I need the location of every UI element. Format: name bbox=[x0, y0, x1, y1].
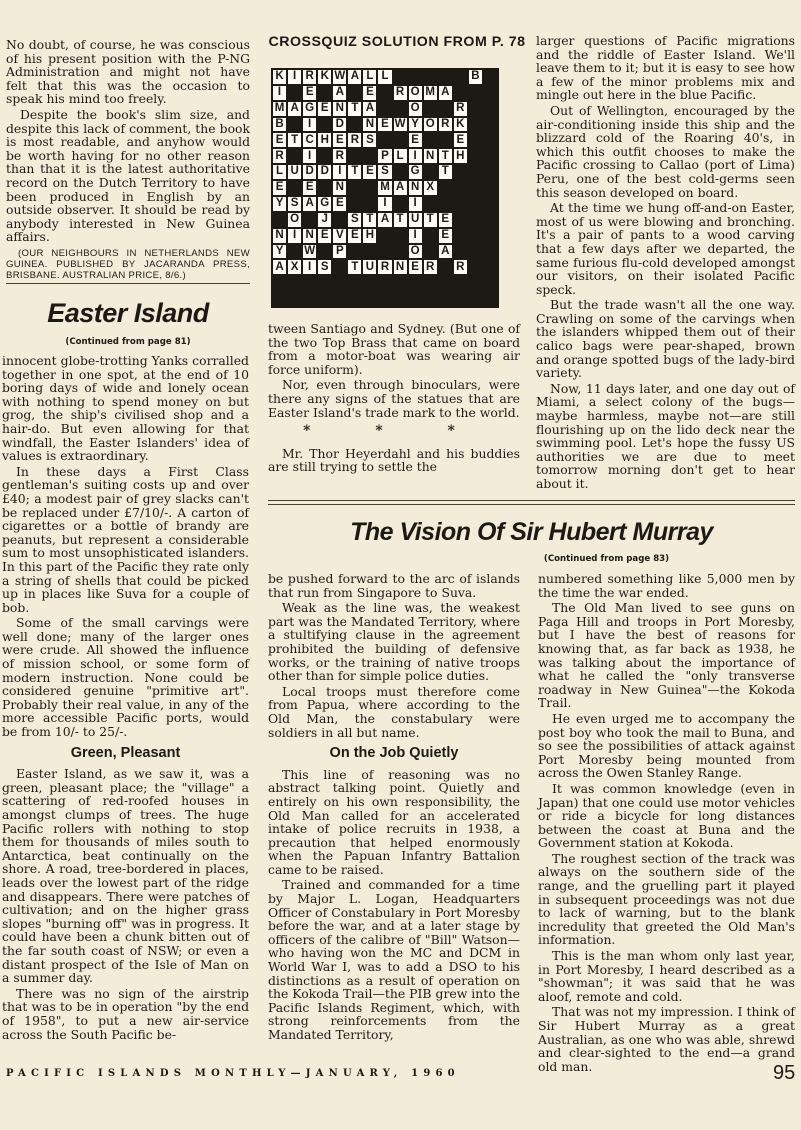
grid-cell: E bbox=[438, 228, 453, 244]
grid-cell-black bbox=[468, 275, 483, 291]
paragraph: be pushed forward to the arc of islands that run from Singapore to Suva. bbox=[268, 571, 520, 600]
paragraph: But the trade wasn't all the one way. Crawling on some of the carvings when the islanders whipped them out of their calico bags were pear-shaped, brown and orange spotted bugs of the lady-bird variety. bbox=[536, 297, 795, 381]
grid-cell-black bbox=[408, 291, 423, 307]
paragraph: Local troops must therefore come from Papua, where according to the Old Man, the constabulary were soldiers in all but name. bbox=[268, 683, 520, 740]
grid-cell-black bbox=[377, 85, 392, 101]
paragraph: In these days a First Class gentleman's suiting costs up and over £40; a modest pair of grey slacks can't be replaced under £7/10/-. A carton of cigarettes or a bottle of brandy are peanuts, but represent a considerable sum to most unsophisticated islanders. In this part of the Pacific they rate only a string of shells that could be picked up in places like Suva for a couple of bob. bbox=[2, 463, 249, 615]
grid-cell: N bbox=[393, 259, 408, 275]
grid-cell: R bbox=[438, 117, 453, 133]
paragraph: tween Santiago and Sydney. (But one of the two Top Brass that came on board from a motor-boat was wearing air force uniform). bbox=[268, 321, 520, 377]
grid-cell: A bbox=[272, 259, 287, 275]
grid-cell: P bbox=[377, 148, 392, 164]
paragraph: It was common knowledge (even in Japan) that one could use motor vehicles or ride a bicycle for long distances between the coast at Buna and the Government station at Kokoda. bbox=[538, 780, 795, 851]
grid-cell: A bbox=[332, 85, 347, 101]
grid-cell-black bbox=[423, 101, 438, 117]
grid-cell-black bbox=[317, 117, 332, 133]
grid-cell: I bbox=[408, 228, 423, 244]
paragraph: He even urged me to accompany the post boy who took the mail to Buna, and so see the possibilities of attack against Port Moresby being mounted from across the Owen Stanley Range. bbox=[538, 710, 795, 781]
grid-cell: W bbox=[393, 117, 408, 133]
grid-cell-black bbox=[423, 164, 438, 180]
grid-cell: J bbox=[317, 212, 332, 228]
grid-cell-black bbox=[453, 85, 468, 101]
grid-cell: I bbox=[408, 196, 423, 212]
grid-cell-black bbox=[377, 291, 392, 307]
grid-cell-black bbox=[377, 275, 392, 291]
grid-cell: I bbox=[272, 85, 287, 101]
grid-cell: R bbox=[453, 259, 468, 275]
grid-cell-black bbox=[483, 259, 498, 275]
grid-cell-black bbox=[393, 228, 408, 244]
grid-cell: E bbox=[272, 132, 287, 148]
grid-cell-black bbox=[332, 275, 347, 291]
grid-cell-black bbox=[408, 275, 423, 291]
easter-column-1 bbox=[2, 354, 249, 1043]
grid-cell: M bbox=[272, 101, 287, 117]
grid-cell: W bbox=[302, 244, 317, 260]
grid-cell-black bbox=[347, 148, 362, 164]
grid-cell: H bbox=[317, 132, 332, 148]
grid-cell: O bbox=[408, 85, 423, 101]
grid-cell-black bbox=[468, 259, 483, 275]
grid-cell: E bbox=[332, 196, 347, 212]
grid-cell-black bbox=[438, 132, 453, 148]
grid-cell: T bbox=[438, 164, 453, 180]
grid-cell: A bbox=[438, 85, 453, 101]
grid-cell-black bbox=[468, 148, 483, 164]
grid-cell: S bbox=[347, 212, 362, 228]
grid-cell: D bbox=[317, 164, 332, 180]
grid-cell-black bbox=[287, 275, 302, 291]
grid-cell: D bbox=[332, 117, 347, 133]
grid-cell: A bbox=[377, 212, 392, 228]
paragraph: The Old Man lived to see guns on Paga Hill and troops in Port Moresby, but I have the best of reasons for knowing that, as far back as 1938, he was talking about the importance of what he called the "only transverse roadway in New Guinea"—the Kokoda Trail. bbox=[538, 600, 795, 711]
grid-cell: R bbox=[393, 85, 408, 101]
grid-cell-black bbox=[362, 291, 377, 307]
grid-cell-black bbox=[393, 164, 408, 180]
grid-cell: U bbox=[287, 164, 302, 180]
grid-cell-black bbox=[483, 228, 498, 244]
running-footer: PACIFIC ISLANDS MONTHLY—JANUARY, 1960 bbox=[6, 1068, 460, 1079]
grid-cell-black bbox=[287, 148, 302, 164]
story-title-hubert-murray: The Vision Of Sir Hubert Murray bbox=[350, 518, 713, 546]
grid-cell: B bbox=[468, 69, 483, 85]
grid-cell-black bbox=[483, 275, 498, 291]
grid-cell-black bbox=[468, 101, 483, 117]
grid-cell: R bbox=[453, 101, 468, 117]
grid-cell-black bbox=[377, 228, 392, 244]
grid-cell: G bbox=[408, 164, 423, 180]
grid-cell-black bbox=[468, 180, 483, 196]
grid-cell-black bbox=[302, 212, 317, 228]
paragraph: The roughest section of the track was always on the southern side of the range, and the gruelling part it played in subsequent proceedings was not due to lack of warning, but to the blank incredulity that greeted the Old Man's information. bbox=[538, 850, 795, 948]
grid-cell-black bbox=[347, 291, 362, 307]
grid-cell-black bbox=[453, 180, 468, 196]
grid-cell-black bbox=[423, 196, 438, 212]
grid-cell: S bbox=[362, 132, 377, 148]
grid-cell: T bbox=[347, 259, 362, 275]
grid-cell-black bbox=[468, 117, 483, 133]
grid-cell: T bbox=[438, 148, 453, 164]
grid-cell: A bbox=[287, 101, 302, 117]
grid-cell: E bbox=[347, 228, 362, 244]
grid-cell-black bbox=[287, 244, 302, 260]
grid-cell: K bbox=[453, 117, 468, 133]
grid-cell-black bbox=[393, 291, 408, 307]
grid-cell-black bbox=[438, 101, 453, 117]
grid-cell-black bbox=[423, 291, 438, 307]
grid-cell: R bbox=[302, 69, 317, 85]
grid-cell-black bbox=[483, 196, 498, 212]
grid-cell: E bbox=[362, 85, 377, 101]
grid-cell: A bbox=[393, 180, 408, 196]
grid-cell-black bbox=[393, 69, 408, 85]
crossquiz-heading: CROSSQUIZ SOLUTION FROM P. 78 bbox=[268, 34, 526, 50]
grid-cell-black bbox=[362, 180, 377, 196]
grid-cell: E bbox=[302, 180, 317, 196]
paragraph: There was no sign of the airstrip that was to be in operation "by the end of 1958", to put a new air-service across the South Pacific be- bbox=[2, 985, 249, 1042]
page-number: 95 bbox=[773, 1062, 796, 1084]
grid-cell-black bbox=[438, 259, 453, 275]
grid-cell: S bbox=[287, 196, 302, 212]
grid-cell-black bbox=[287, 291, 302, 307]
grid-cell-black bbox=[483, 148, 498, 164]
grid-cell-black bbox=[453, 228, 468, 244]
grid-cell-black bbox=[377, 132, 392, 148]
grid-cell: N bbox=[332, 180, 347, 196]
grid-cell: S bbox=[317, 259, 332, 275]
grid-cell-black bbox=[362, 148, 377, 164]
paragraph: Despite the book's slim size, and despite this lack of comment, the book is most readable, and anyhow would be worth having for no other reason than that it is the latest authoritative record on the Dutch Territory to have been produced in English by an outside observer. It should be read by anybody interested in New Guinea affairs. bbox=[6, 106, 250, 245]
grid-cell: E bbox=[408, 259, 423, 275]
grid-cell-black bbox=[287, 180, 302, 196]
paragraph: This is the man whom only last year, in Port Moresby, I heard described as a "showman"; it was said that he was aloof, remote and cold. bbox=[538, 948, 795, 1004]
grid-cell-black bbox=[347, 117, 362, 133]
grid-cell-black bbox=[453, 275, 468, 291]
divider bbox=[6, 283, 250, 284]
murray-column-1 bbox=[268, 572, 520, 1044]
grid-cell-black bbox=[438, 275, 453, 291]
paragraph: Now, 11 days later, and one day out of Miami, a select colony of the bugs—maybe harmless, maybe not—are still flourishing up on the lido deck near the swimming pool. Let's hope the fussy US authorities we are due to meet tomorrow morning don't get to hear about it. bbox=[536, 380, 795, 491]
grid-cell-black bbox=[438, 196, 453, 212]
grid-cell-black bbox=[347, 85, 362, 101]
grid-cell: A bbox=[362, 101, 377, 117]
grid-cell-black bbox=[317, 148, 332, 164]
grid-cell-black bbox=[483, 69, 498, 85]
murray-column-2 bbox=[538, 572, 795, 1075]
grid-cell: V bbox=[332, 228, 347, 244]
grid-cell-black bbox=[423, 69, 438, 85]
continued-note: (Continued from page 83) bbox=[543, 554, 670, 564]
grid-cell-black bbox=[468, 132, 483, 148]
grid-cell-black bbox=[347, 196, 362, 212]
paragraph: innocent globe-trotting Yanks corralled together in one spot, at the end of 10 boring days of wide and lonely ocean with nothing to spend money on but grog, the ship's civilised shop and a hair-do. But even allowing for that windfall, the Easter Islanders' idea of values is extraordinary. bbox=[2, 353, 249, 464]
grid-cell: X bbox=[423, 180, 438, 196]
grid-cell: N bbox=[332, 101, 347, 117]
paragraph: Easter Island, as we saw it, was a green, pleasant place; the "village" a scattering of red-roofed houses in amongst clumps of trees. The huge Pacific rollers with nothing to stop them for thousands of miles south to Antarctica, beat continually on the shore. A road, tree-bordered in places, leads over the lowest part of the ridge and disappears. There were patches of cultivation; and on the higher grass slopes "burning off" was in progress. It could have been a chunk bitten out of the far south coast of NSW; or even a distant prospect of the Isle of Man on a summer day. bbox=[2, 766, 249, 986]
grid-cell: E bbox=[362, 164, 377, 180]
grid-cell: Y bbox=[408, 117, 423, 133]
grid-cell: N bbox=[362, 117, 377, 133]
grid-cell-black bbox=[423, 228, 438, 244]
grid-cell: I bbox=[377, 196, 392, 212]
easter-column-2 bbox=[268, 322, 520, 476]
grid-cell-black bbox=[483, 291, 498, 307]
grid-cell: R bbox=[272, 148, 287, 164]
grid-cell-black bbox=[377, 244, 392, 260]
grid-cell-black bbox=[468, 244, 483, 260]
grid-cell-black bbox=[272, 275, 287, 291]
grid-cell: G bbox=[302, 101, 317, 117]
grid-cell-black bbox=[362, 275, 377, 291]
paragraph: Weak as the line was, the weakest part was the Mandated Territory, where a stultifying clause in the agreement prohibited the building of defensive works, or the training of native troops other than for simple police duties. bbox=[268, 600, 520, 684]
grid-cell: O bbox=[423, 117, 438, 133]
grid-cell-black bbox=[438, 180, 453, 196]
grid-cell-black bbox=[332, 212, 347, 228]
grid-cell-black bbox=[347, 275, 362, 291]
grid-cell: T bbox=[347, 101, 362, 117]
grid-cell-black bbox=[438, 291, 453, 307]
grid-cell: L bbox=[272, 164, 287, 180]
grid-cell-black bbox=[468, 85, 483, 101]
grid-cell-black bbox=[483, 85, 498, 101]
paragraph: Trained and commanded for a time by Major L. Logan, Headquarters Officer of Constabulary in Port Moresby before the war, and at a later stage by officers of the calibre of "Bill" Watson—who having won the MC and DCM in World War I, was to add a DSO to his distinctions as a result of operation on the Kokoda Trail—the PIB grew into the Pacific Islands Regiment, which, with strong reinforcements from the Mandated Territory, bbox=[268, 877, 520, 1042]
grid-cell: K bbox=[317, 69, 332, 85]
grid-cell-black bbox=[468, 196, 483, 212]
grid-cell: O bbox=[408, 101, 423, 117]
grid-cell-black bbox=[393, 196, 408, 212]
grid-cell-black bbox=[362, 196, 377, 212]
grid-cell-black bbox=[317, 85, 332, 101]
grid-cell: A bbox=[438, 244, 453, 260]
grid-cell-black bbox=[287, 117, 302, 133]
grid-cell-black bbox=[362, 244, 377, 260]
grid-cell-black bbox=[453, 69, 468, 85]
paragraph: Out of Wellington, encouraged by the air-conditioning inside this ship and the blizzard cold of the Roaring 40's, in which this outfit chooses to make the Pacific crossing to Callao (port of Lima) Peru, one of the best cold-germs seen this season developed on board. bbox=[536, 102, 795, 200]
grid-cell: K bbox=[272, 69, 287, 85]
grid-cell-black bbox=[483, 101, 498, 117]
grid-cell: O bbox=[408, 244, 423, 260]
grid-cell-black bbox=[438, 69, 453, 85]
grid-cell-black bbox=[468, 164, 483, 180]
grid-cell: S bbox=[377, 164, 392, 180]
grid-cell: I bbox=[302, 259, 317, 275]
grid-cell-black bbox=[483, 180, 498, 196]
grid-cell: R bbox=[377, 259, 392, 275]
grid-cell: E bbox=[317, 101, 332, 117]
grid-cell-black bbox=[302, 275, 317, 291]
grid-cell-black bbox=[332, 291, 347, 307]
paragraph: Nor, even through binoculars, were there any signs of the statues that are Easter Island's trade mark to the world. bbox=[268, 377, 520, 420]
grid-cell: N bbox=[408, 180, 423, 196]
grid-cell-black bbox=[317, 180, 332, 196]
grid-cell: E bbox=[438, 212, 453, 228]
grid-cell: I bbox=[408, 148, 423, 164]
grid-cell: U bbox=[408, 212, 423, 228]
paragraph: At the time we hung off-and-on Easter, most of us were blowing and bronching. It's a pair of pants to a wood carving that a few days after we departed, the same furious flu-cold developed amongst our visitors, on their isolated Pacific speck. bbox=[536, 200, 795, 297]
grid-cell: C bbox=[302, 132, 317, 148]
grid-cell: W bbox=[332, 69, 347, 85]
grid-cell-black bbox=[393, 132, 408, 148]
grid-cell-black bbox=[302, 291, 317, 307]
grid-cell: G bbox=[317, 196, 332, 212]
grid-cell: T bbox=[423, 212, 438, 228]
grid-cell-black bbox=[483, 132, 498, 148]
grid-cell-black bbox=[408, 69, 423, 85]
paragraph: This line of reasoning was no abstract talking point. Quietly and entirely on his own responsibility, the Old Man called for an accelerated intake of police recruits in 1938, a precaution that helped enormously when the Papuan Infantry Battalion came to be raised. bbox=[268, 766, 520, 877]
grid-cell-black bbox=[332, 259, 347, 275]
grid-cell: O bbox=[287, 212, 302, 228]
grid-cell-black bbox=[453, 244, 468, 260]
grid-cell: T bbox=[393, 212, 408, 228]
grid-cell-black bbox=[483, 117, 498, 133]
continued-note: (Continued from page 81) bbox=[65, 337, 191, 347]
grid-cell: L bbox=[377, 69, 392, 85]
grid-cell: E bbox=[302, 85, 317, 101]
paragraph: numbered something like 5,000 men by the time the war ended. bbox=[538, 571, 795, 600]
grid-cell: E bbox=[408, 132, 423, 148]
paragraph: Mr. Thor Heyerdahl and his buddies are still trying to settle the bbox=[268, 445, 520, 475]
grid-cell: A bbox=[302, 196, 317, 212]
grid-cell-black bbox=[317, 291, 332, 307]
grid-cell-black bbox=[468, 212, 483, 228]
grid-cell: L bbox=[362, 69, 377, 85]
grid-cell-black bbox=[393, 244, 408, 260]
grid-cell: E bbox=[453, 132, 468, 148]
grid-cell: I bbox=[287, 69, 302, 85]
grid-cell: M bbox=[423, 85, 438, 101]
grid-cell: B bbox=[272, 117, 287, 133]
grid-cell: M bbox=[377, 180, 392, 196]
grid-cell: D bbox=[302, 164, 317, 180]
review-continuation bbox=[6, 38, 250, 281]
grid-cell: E bbox=[377, 117, 392, 133]
grid-cell: Y bbox=[272, 244, 287, 260]
grid-cell: R bbox=[347, 132, 362, 148]
grid-cell: L bbox=[393, 148, 408, 164]
grid-cell: Y bbox=[272, 196, 287, 212]
grid-cell: X bbox=[287, 259, 302, 275]
grid-cell-black bbox=[287, 85, 302, 101]
easter-column-3 bbox=[536, 34, 795, 493]
grid-cell: N bbox=[302, 228, 317, 244]
grid-cell: P bbox=[332, 244, 347, 260]
grid-cell: H bbox=[453, 148, 468, 164]
grid-cell: E bbox=[272, 180, 287, 196]
grid-cell-black bbox=[393, 275, 408, 291]
grid-cell-black bbox=[483, 212, 498, 228]
grid-cell: I bbox=[302, 148, 317, 164]
grid-cell-black bbox=[453, 164, 468, 180]
grid-cell-black bbox=[272, 212, 287, 228]
grid-cell-black bbox=[317, 275, 332, 291]
grid-cell-black bbox=[453, 196, 468, 212]
grid-cell-black bbox=[468, 228, 483, 244]
grid-cell-black bbox=[423, 275, 438, 291]
crossword-solution-grid bbox=[271, 68, 499, 308]
grid-cell-black bbox=[393, 101, 408, 117]
grid-cell-black bbox=[423, 244, 438, 260]
grid-cell-black bbox=[483, 164, 498, 180]
grid-cell-black bbox=[317, 244, 332, 260]
grid-cell: R bbox=[423, 259, 438, 275]
paragraph: No doubt, of course, he was conscious of his present position with the P-NG Administration and might not have felt that this was the occasion to speak his mind too freely. bbox=[6, 37, 250, 107]
grid-cell-black bbox=[483, 244, 498, 260]
grid-cell-black bbox=[272, 291, 287, 307]
book-citation: (OUR NEIGHBOURS IN NETHERLANDS NEW GUINEA. PUBLISHED BY JACARANDA PRESS, BRISBANE. AUSTRALIAN PRICE, 8/6.) bbox=[6, 247, 250, 281]
grid-cell: I bbox=[302, 117, 317, 133]
paragraph: That was not my impression. I think of Sir Hubert Murray as a great Australian, as one who was able, shrewd and clear-sighted to the end—a grand old man. bbox=[538, 1004, 795, 1074]
subheading: Green, Pleasant bbox=[70, 744, 181, 761]
grid-cell: T bbox=[287, 132, 302, 148]
grid-cell-black bbox=[468, 291, 483, 307]
grid-cell: E bbox=[332, 132, 347, 148]
grid-cell: I bbox=[287, 228, 302, 244]
grid-cell: U bbox=[362, 259, 377, 275]
paragraph: larger questions of Pacific migrations and the riddle of Easter Island. We'll leave them to it; but it is easy to see how a few of the minor problems mix and mingle out here in the blue Pacific. bbox=[536, 33, 795, 103]
section-divider bbox=[268, 500, 795, 505]
grid-cell: H bbox=[362, 228, 377, 244]
grid-cell: T bbox=[347, 164, 362, 180]
grid-cell: E bbox=[317, 228, 332, 244]
grid-cell-black bbox=[423, 132, 438, 148]
grid-cell-black bbox=[347, 180, 362, 196]
subheading: On the Job Quietly bbox=[329, 745, 459, 762]
grid-cell: T bbox=[362, 212, 377, 228]
grid-cell: A bbox=[347, 69, 362, 85]
grid-cell-black bbox=[453, 291, 468, 307]
paragraph: Some of the small carvings were well done; many of the larger ones were crude. All showed the influence of mission school, or some form of modern instruction. None could be considered genuine "primitive art". Probably their real value, in any of the more accessible Pacific ports, would be from 10/- to 25/-. bbox=[2, 615, 249, 740]
grid-cell: R bbox=[332, 148, 347, 164]
section-break: * * * bbox=[303, 423, 485, 440]
grid-cell: N bbox=[272, 228, 287, 244]
grid-cell-black bbox=[453, 212, 468, 228]
story-title-easter-island: Easter Island bbox=[47, 298, 209, 328]
grid-cell-black bbox=[377, 101, 392, 117]
grid-cell: I bbox=[332, 164, 347, 180]
grid-cell: N bbox=[423, 148, 438, 164]
grid-cell-black bbox=[347, 244, 362, 260]
